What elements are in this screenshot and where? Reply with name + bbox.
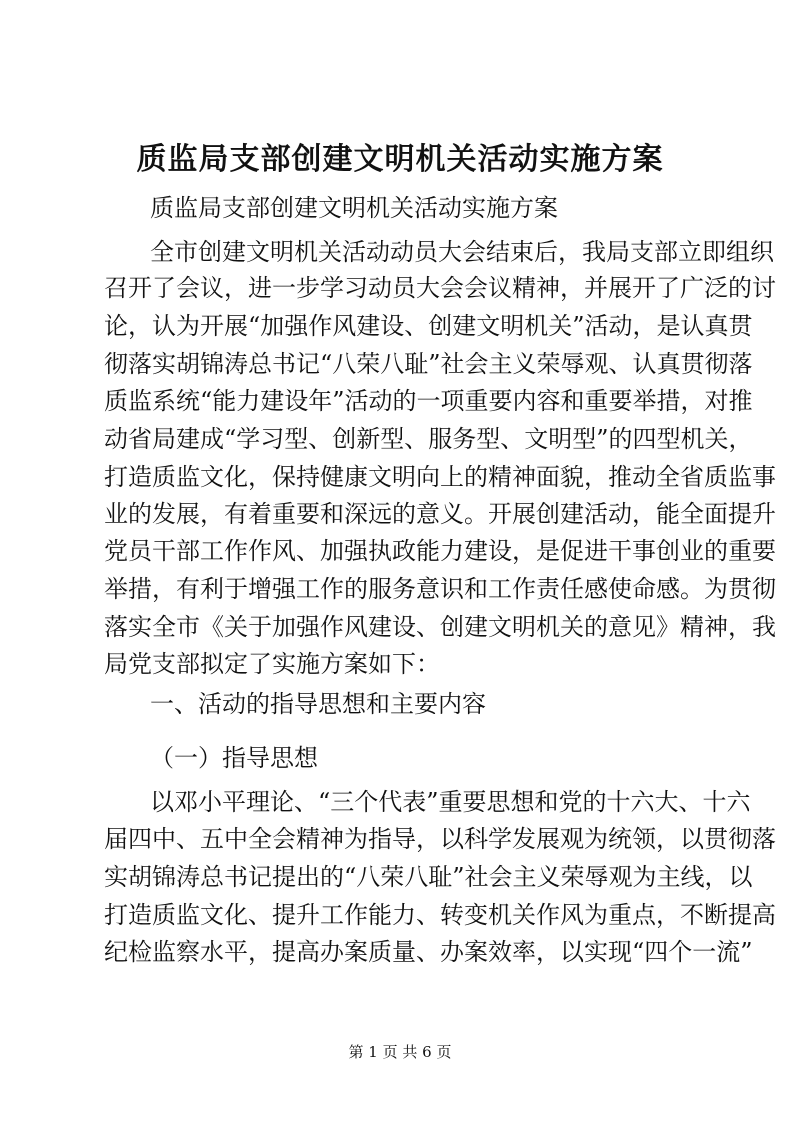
body-line: 党员干部工作作风、加强执政能力建设，是促进干事创业的重要 bbox=[104, 537, 776, 565]
body-line: 实胡锦涛总书记提出的“八荣八耻”社会主义荣辱观为主线，以 bbox=[104, 863, 753, 891]
section-heading: 一、活动的指导思想和主要内容 bbox=[150, 690, 486, 718]
body-line: 打造质监文化、提升工作能力、转变机关作风为重点，不断提高 bbox=[104, 901, 776, 929]
body-line: 纪检监察水平，提高办案质量、办案效率，以实现“四个一流” bbox=[104, 938, 753, 966]
page-footer: 第 1 页 共 6 页 bbox=[348, 1043, 452, 1061]
body-line: 质监系统“能力建设年”活动的一项重要内容和重要举措，对推 bbox=[104, 387, 753, 415]
body-line: 论，认为开展“加强作风建设、创建文明机关”活动，是认真贯 bbox=[104, 312, 753, 340]
body-line: 动省局建成“学习型、创新型、服务型、文明型”的四型机关， bbox=[104, 425, 753, 453]
body-line: 举措，有利于增强工作的服务意识和工作责任感使命感。为贯彻 bbox=[104, 575, 776, 603]
body-line: 全市创建文明机关活动动员大会结束后，我局支部立即组织 bbox=[150, 238, 774, 266]
subtitle-line: 质监局支部创建文明机关活动实施方案 bbox=[150, 194, 558, 222]
body-line: 打造质监文化，保持健康文明向上的精神面貌，推动全省质监事 bbox=[104, 463, 776, 491]
body-line: 局党支部拟定了实施方案如下： bbox=[104, 650, 440, 678]
body-line: 彻落实胡锦涛总书记“八荣八耻”社会主义荣辱观、认真贯彻落 bbox=[104, 350, 753, 378]
body-line: 落实全市《关于加强作风建设、创建文明机关的意见》精神，我 bbox=[104, 613, 776, 641]
body-line: 届四中、五中全会精神为指导，以科学发展观为统领，以贯彻落 bbox=[104, 825, 776, 853]
subsection-heading: （一）指导思想 bbox=[150, 744, 318, 772]
body-line: 召开了会议，进一步学习动员大会会议精神，并展开了广泛的讨 bbox=[104, 274, 776, 302]
body-line: 以邓小平理论、“三个代表”重要思想和党的十六大、十六 bbox=[150, 788, 751, 816]
body-line: 业的发展，有着重要和深远的意义。开展创建活动，能全面提升 bbox=[104, 500, 776, 528]
document-title: 质监局支部创建文明机关活动实施方案 bbox=[136, 142, 664, 177]
